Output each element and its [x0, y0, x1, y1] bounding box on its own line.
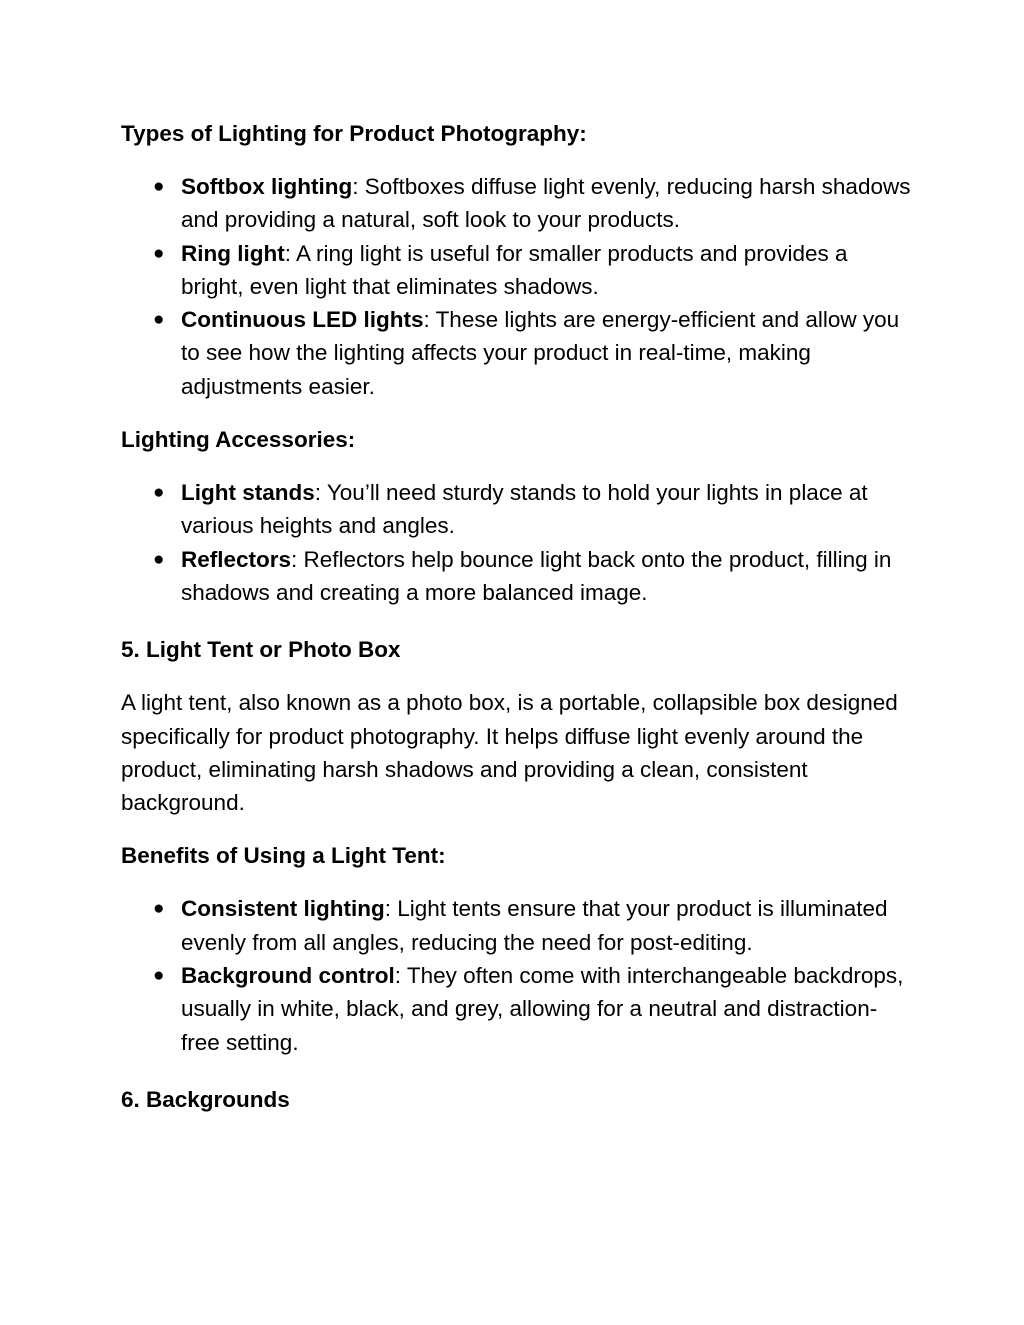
bullet-icon: ● — [153, 965, 165, 987]
bullet-icon: ● — [153, 176, 165, 197]
list-item — [121, 170, 911, 237]
list-item — [121, 892, 911, 959]
bullet-icon: ● — [153, 548, 165, 570]
bullet-icon: ● — [153, 482, 165, 504]
list-item — [121, 543, 911, 610]
benefits-heading: Benefits of Using a Light Tent: — [121, 843, 446, 869]
list-item-term: Reflectors — [181, 546, 292, 572]
list-item-desc: : Reflectors help bounce light back onto the product, filling in shadows and creating a more balanced image. — [181, 546, 892, 605]
list-item-desc: : You’ll need sturdy stands to hold your lights in place at various heights and angles. — [181, 480, 868, 539]
types-list — [121, 170, 911, 403]
list-item-desc: : They often come with interchangeable backdrops, usually in white, black, and grey, allowing for a neutral and distraction-free setting. — [181, 963, 904, 1055]
list-item-desc: : Light tents ensure that your product is illuminated evenly from all angles, reducing the need for post-editing. — [181, 896, 888, 955]
list-item-term: Consistent lighting — [181, 896, 385, 922]
list-item-term: Ring light — [181, 240, 285, 266]
list-item-desc: : These lights are energy-efficient and allow you to see how the lighting affects your product in real-time, making adjustments easier. — [181, 307, 900, 399]
list-item-term: Light stands — [181, 480, 315, 506]
list-item-term: Background control — [181, 963, 395, 989]
bullet-icon: ● — [153, 242, 165, 264]
accessories-heading: Lighting Accessories: — [121, 427, 356, 453]
list-item-term: Softbox lighting — [181, 174, 353, 199]
document-page — [121, 117, 911, 1116]
list-item-desc: : A ring light is useful for smaller products and provides a bright, even light that eliminates shadows. — [181, 240, 848, 299]
list-item — [121, 237, 911, 304]
list-item-desc: : Softboxes diffuse light evenly, reducing harsh shadows and providing a natural, soft look to your products. — [181, 174, 911, 233]
section-5-heading: 5. Light Tent or Photo Box — [121, 637, 401, 663]
accessories-list — [121, 476, 911, 609]
benefits-list — [121, 892, 911, 1058]
list-item — [121, 476, 911, 543]
tent-paragraph: A light tent, also known as a photo box, is a portable, collapsible box designed specifically for product photography. It helps diffuse light evenly around the product, eliminating harsh shadows and providing a clean, consistent background. — [121, 690, 898, 816]
section-6-heading: 6. Backgrounds — [121, 1086, 290, 1112]
list-item — [121, 959, 911, 1059]
list-item — [121, 303, 911, 403]
list-item-term: Continuous LED lights — [181, 307, 424, 333]
types-heading: Types of Lighting for Product Photography: — [121, 121, 587, 146]
bullet-icon: ● — [153, 309, 165, 331]
bullet-icon: ● — [153, 898, 165, 920]
